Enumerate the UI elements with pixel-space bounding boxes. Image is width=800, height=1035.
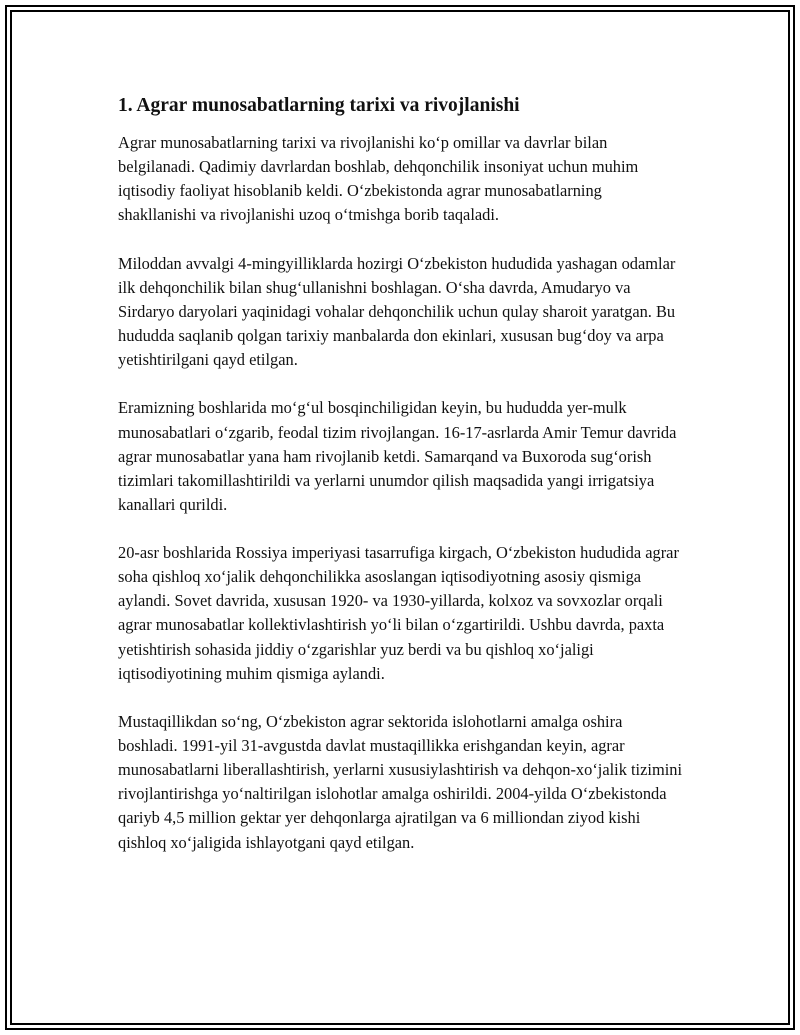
paragraph-1: Agrar munosabatlarning tarixi va rivojlanishi ko‘p omillar va davrlar bilan belgilanadi. Qadimiy davrlardan boshlab, dehqonchilik insoniyat uchun muhim iqtisodiy faoliyat hisoblanib keldi. O‘zbekistonda agrar munosabatlarning shakllanishi va rivojlanishi uzoq o‘tmishga borib taqaladi.: [118, 133, 639, 225]
paragraph-2: Miloddan avvalgi 4-mingyilliklarda hozirgi O‘zbekiston hududida yashagan odamlar ilk dehqonchilik bilan shug‘ullanishni boshlagan. O‘sha davrda, Amudaryo va Sirdaryo daryolari yaqinidagi vohalar dehqonchilik uchun qulay sharoit yaratgan. Bu hududda saqlanib qolgan tarixiy manbalarda don ekinlari, xususan bug‘doy va arpa yetishtirilgani qayd etilgan.: [118, 253, 676, 370]
document-body: [118, 92, 684, 879]
paragraph-5: Mustaqillikdan so‘ng, O‘zbekiston agrar sektorida islohotlarni amalga oshira boshladi. 1991-yil 31-avgustda davlat mustaqillikka erishgandan keyin, agrar munosabatlarni liberallashtirish, yerlarni xususiylashtirish va dehqon-xo‘jalik tizimini rivojlantirishga yo‘naltirilgan islohotlar amalga oshirildi. 2004-yilda O‘zbekistonda qariyb 4,5 million gektar yer dehqonlarga ajratilgan va 6 milliondan ziyod kishi qishloq xo‘jaligida ishlayotgani qayd etilgan.: [118, 712, 682, 852]
paragraph-4: 20-asr boshlarida Rossiya imperiyasi tasarrufiga kirgach, O‘zbekiston hududida agrar soha qishloq xo‘jalik dehqonchilikka asoslangan iqtisodiyotning asosiy qismiga aylandi. Sovet davrida, xususan 1920- va 1930-yillarda, kolxoz va sovxozlar orqali agrar munosabatlar kollektivlashtirish yo‘li bilan o‘zgartirildi. Ushbu davrda, paxta yetishtirish sohasida jiddiy o‘zgarishlar yuz berdi va bu qishloq xo‘jaligi iqtisodiyotining muhim qismiga aylandi.: [118, 543, 679, 683]
paragraph-3: Eramizning boshlarida mo‘g‘ul bosqinchiligidan keyin, bu hududda yer-mulk munosabatlari o‘zgarib, feodal tizim rivojlangan. 16-17-asrlarda Amir Temur davrida agrar munosabatlar yana ham rivojlanib ketdi. Samarqand va Buxoroda sug‘orish tizimlari takomillashtirildi va yerlarni unumdor qilish maqsadida yangi irrigatsiya kanallari qurildi.: [118, 398, 677, 514]
section-title: 1. Agrar munosabatlarning tarixi va rivojlanishi: [118, 95, 520, 116]
